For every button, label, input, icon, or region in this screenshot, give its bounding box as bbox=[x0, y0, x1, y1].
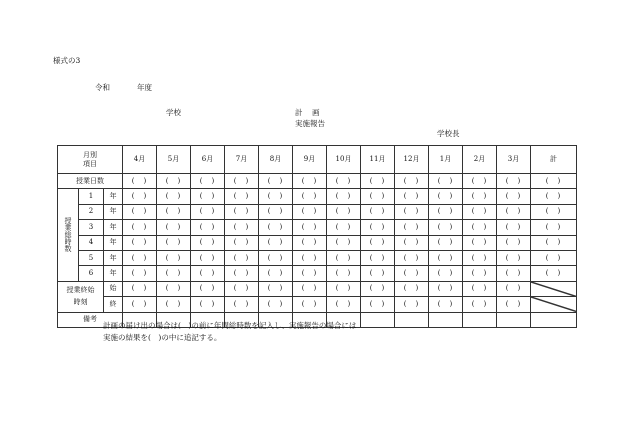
grade-hours-cell: ( ) bbox=[123, 266, 157, 281]
grade-suffix: 年 bbox=[104, 250, 123, 265]
month-header: 8月 bbox=[259, 146, 293, 174]
days-cell: ( ) bbox=[463, 174, 497, 189]
grade-suffix: 年 bbox=[104, 204, 123, 219]
remarks-cell bbox=[395, 312, 429, 327]
time-start-cell: ( ) bbox=[191, 281, 225, 296]
remarks-cell bbox=[531, 312, 577, 327]
grade-number: 4 bbox=[79, 235, 104, 250]
days-cell: ( ) bbox=[327, 174, 361, 189]
grade-hours-cell: ( ) bbox=[361, 204, 395, 219]
grade-hours-cell: ( ) bbox=[463, 220, 497, 235]
schedule-table bbox=[57, 145, 577, 328]
grade-hours-cell: ( ) bbox=[395, 204, 429, 219]
time-end-cell: ( ) bbox=[225, 297, 259, 312]
grade-number: 1 bbox=[79, 189, 104, 204]
grade-hours-cell: ( ) bbox=[327, 250, 361, 265]
grade-hours-cell: ( ) bbox=[395, 250, 429, 265]
grade-suffix: 年 bbox=[104, 220, 123, 235]
days-cell: ( ) bbox=[497, 174, 531, 189]
grade-hours-cell: ( ) bbox=[123, 204, 157, 219]
grade-hours-cell: ( ) bbox=[191, 189, 225, 204]
grade-hours-cell: ( ) bbox=[259, 235, 293, 250]
corner-bottom: 項目 bbox=[83, 159, 97, 168]
time-start-cell: ( ) bbox=[497, 281, 531, 296]
grade-hours-total: ( ) bbox=[531, 204, 577, 219]
month-header: 11月 bbox=[361, 146, 395, 174]
grade-hours-cell: ( ) bbox=[293, 220, 327, 235]
grade-hours-cell: ( ) bbox=[429, 220, 463, 235]
grade-hours-total: ( ) bbox=[531, 189, 577, 204]
grade-hours-cell: ( ) bbox=[395, 220, 429, 235]
corner-cell bbox=[58, 146, 123, 174]
grade-hours-cell: ( ) bbox=[327, 235, 361, 250]
class-time-label bbox=[58, 281, 104, 312]
time-end-cell: ( ) bbox=[395, 297, 429, 312]
grade-hours-cell: ( ) bbox=[497, 220, 531, 235]
grade-hours-total: ( ) bbox=[531, 235, 577, 250]
remarks-label: 備考 bbox=[58, 312, 123, 327]
grade-hours-total: ( ) bbox=[531, 250, 577, 265]
grade-hours-cell: ( ) bbox=[293, 235, 327, 250]
grade-hours-cell: ( ) bbox=[157, 250, 191, 265]
grade-hours-cell: ( ) bbox=[293, 189, 327, 204]
grade-hours-cell: ( ) bbox=[157, 235, 191, 250]
time-start-cell: ( ) bbox=[395, 281, 429, 296]
school-label: 学校 bbox=[166, 108, 181, 117]
grade-hours-cell: ( ) bbox=[123, 250, 157, 265]
grade-hours-cell: ( ) bbox=[123, 189, 157, 204]
time-end-cell: ( ) bbox=[157, 297, 191, 312]
note-line-1: 計画の届け出の場合は( )の前に年間総時数を記入し、実施報告の場合には bbox=[103, 321, 357, 330]
remarks-cell bbox=[429, 312, 463, 327]
time-start-total-slashed bbox=[531, 281, 577, 296]
grade-hours-cell: ( ) bbox=[429, 189, 463, 204]
days-cell: ( ) bbox=[429, 174, 463, 189]
grade-hours-cell: ( ) bbox=[191, 235, 225, 250]
grade-hours-cell: ( ) bbox=[463, 235, 497, 250]
month-header: 7月 bbox=[225, 146, 259, 174]
grade-hours-cell: ( ) bbox=[361, 250, 395, 265]
month-header: 1月 bbox=[429, 146, 463, 174]
grade-hours-cell: ( ) bbox=[157, 220, 191, 235]
time-end-cell: ( ) bbox=[293, 297, 327, 312]
grade-hours-cell: ( ) bbox=[157, 204, 191, 219]
month-header: 2月 bbox=[463, 146, 497, 174]
month-header: 4月 bbox=[123, 146, 157, 174]
total-hours-label: 授 業 総 時 数 bbox=[58, 189, 79, 281]
fiscal-year-label: 年度 bbox=[137, 83, 152, 92]
grade-hours-cell: ( ) bbox=[497, 189, 531, 204]
grade-suffix: 年 bbox=[104, 189, 123, 204]
grade-hours-cell: ( ) bbox=[293, 250, 327, 265]
grade-hours-cell: ( ) bbox=[361, 220, 395, 235]
grade-hours-cell: ( ) bbox=[259, 204, 293, 219]
month-header: 10月 bbox=[327, 146, 361, 174]
time-end-cell: ( ) bbox=[123, 297, 157, 312]
header-row bbox=[58, 146, 577, 174]
grade-hours-cell: ( ) bbox=[225, 204, 259, 219]
grade-hours-cell: ( ) bbox=[497, 204, 531, 219]
grade-hours-cell: ( ) bbox=[225, 266, 259, 281]
grade-hours-cell: ( ) bbox=[157, 189, 191, 204]
grade-row bbox=[58, 266, 577, 281]
grade-hours-cell: ( ) bbox=[395, 235, 429, 250]
form-number: 様式の3 bbox=[53, 56, 81, 65]
grade-hours-cell: ( ) bbox=[361, 235, 395, 250]
grade-row bbox=[58, 235, 577, 250]
remarks-cell bbox=[497, 312, 531, 327]
time-row-start bbox=[58, 281, 577, 296]
time-end-cell: ( ) bbox=[259, 297, 293, 312]
corner-top: 月別 bbox=[83, 150, 97, 159]
class-time-label-2: 時刻 bbox=[73, 298, 88, 307]
grade-hours-cell: ( ) bbox=[361, 266, 395, 281]
time-start-cell: ( ) bbox=[123, 281, 157, 296]
time-end-label: 終 bbox=[104, 297, 123, 312]
time-end-cell: ( ) bbox=[361, 297, 395, 312]
grade-hours-cell: ( ) bbox=[259, 189, 293, 204]
time-start-cell: ( ) bbox=[225, 281, 259, 296]
month-header: 3月 bbox=[497, 146, 531, 174]
grade-row bbox=[58, 189, 577, 204]
days-cell: ( ) bbox=[361, 174, 395, 189]
grade-row bbox=[58, 204, 577, 219]
grade-hours-cell: ( ) bbox=[463, 250, 497, 265]
days-cell: ( ) bbox=[225, 174, 259, 189]
grade-hours-total: ( ) bbox=[531, 266, 577, 281]
grade-hours-cell: ( ) bbox=[259, 250, 293, 265]
time-start-label: 始 bbox=[104, 281, 123, 296]
grade-number: 3 bbox=[79, 220, 104, 235]
grade-suffix: 年 bbox=[104, 266, 123, 281]
grade-number: 2 bbox=[79, 204, 104, 219]
grade-hours-cell: ( ) bbox=[157, 266, 191, 281]
remarks-cell bbox=[361, 312, 395, 327]
time-start-cell: ( ) bbox=[259, 281, 293, 296]
grade-hours-cell: ( ) bbox=[327, 204, 361, 219]
grade-number: 5 bbox=[79, 250, 104, 265]
grade-hours-cell: ( ) bbox=[497, 266, 531, 281]
time-start-cell: ( ) bbox=[157, 281, 191, 296]
grade-hours-cell: ( ) bbox=[259, 220, 293, 235]
time-row-end bbox=[58, 297, 577, 312]
time-start-cell: ( ) bbox=[293, 281, 327, 296]
grade-hours-cell: ( ) bbox=[497, 235, 531, 250]
grade-hours-cell: ( ) bbox=[123, 235, 157, 250]
grade-hours-cell: ( ) bbox=[429, 250, 463, 265]
total-header: 計 bbox=[531, 146, 577, 174]
grade-hours-total: ( ) bbox=[531, 220, 577, 235]
days-cell: ( ) bbox=[259, 174, 293, 189]
plan-label: 計 画 bbox=[295, 108, 321, 117]
note-line-2: 実施の結果を( )の中に追記する。 bbox=[103, 333, 222, 342]
grade-suffix: 年 bbox=[104, 235, 123, 250]
remarks-cell bbox=[463, 312, 497, 327]
grade-hours-cell: ( ) bbox=[225, 235, 259, 250]
time-start-cell: ( ) bbox=[429, 281, 463, 296]
days-cell: ( ) bbox=[123, 174, 157, 189]
report-label: 実施報告 bbox=[295, 119, 325, 128]
time-start-cell: ( ) bbox=[361, 281, 395, 296]
month-header: 12月 bbox=[395, 146, 429, 174]
time-end-cell: ( ) bbox=[429, 297, 463, 312]
grade-hours-cell: ( ) bbox=[327, 189, 361, 204]
time-end-cell: ( ) bbox=[191, 297, 225, 312]
grade-hours-cell: ( ) bbox=[123, 220, 157, 235]
grade-hours-cell: ( ) bbox=[429, 204, 463, 219]
grade-hours-cell: ( ) bbox=[463, 189, 497, 204]
grade-hours-cell: ( ) bbox=[191, 220, 225, 235]
grade-hours-cell: ( ) bbox=[361, 189, 395, 204]
grade-hours-cell: ( ) bbox=[225, 220, 259, 235]
time-start-cell: ( ) bbox=[327, 281, 361, 296]
grade-hours-cell: ( ) bbox=[395, 266, 429, 281]
grade-hours-cell: ( ) bbox=[225, 250, 259, 265]
grade-hours-cell: ( ) bbox=[429, 235, 463, 250]
time-end-cell: ( ) bbox=[497, 297, 531, 312]
days-total: ( ) bbox=[531, 174, 577, 189]
class-time-label-1: 授業終始 bbox=[66, 286, 95, 295]
month-header: 5月 bbox=[157, 146, 191, 174]
time-start-cell: ( ) bbox=[463, 281, 497, 296]
days-cell: ( ) bbox=[191, 174, 225, 189]
grade-hours-cell: ( ) bbox=[191, 250, 225, 265]
days-row bbox=[58, 174, 577, 189]
grade-hours-cell: ( ) bbox=[429, 266, 463, 281]
grade-hours-cell: ( ) bbox=[259, 266, 293, 281]
grade-hours-cell: ( ) bbox=[327, 266, 361, 281]
days-label: 授業日数 bbox=[58, 174, 123, 189]
time-end-cell: ( ) bbox=[327, 297, 361, 312]
grade-hours-cell: ( ) bbox=[463, 204, 497, 219]
grade-hours-cell: ( ) bbox=[497, 250, 531, 265]
grade-row bbox=[58, 250, 577, 265]
time-end-cell: ( ) bbox=[463, 297, 497, 312]
era-label: 令和 bbox=[95, 83, 110, 92]
month-header: 9月 bbox=[293, 146, 327, 174]
time-end-total-slashed bbox=[531, 297, 577, 312]
grade-hours-cell: ( ) bbox=[293, 266, 327, 281]
grade-row bbox=[58, 220, 577, 235]
grade-hours-cell: ( ) bbox=[225, 189, 259, 204]
days-cell: ( ) bbox=[157, 174, 191, 189]
grade-hours-cell: ( ) bbox=[395, 189, 429, 204]
days-cell: ( ) bbox=[293, 174, 327, 189]
days-cell: ( ) bbox=[395, 174, 429, 189]
principal-label: 学校長 bbox=[437, 129, 460, 138]
grade-hours-cell: ( ) bbox=[463, 266, 497, 281]
grade-hours-cell: ( ) bbox=[191, 266, 225, 281]
grade-hours-cell: ( ) bbox=[191, 204, 225, 219]
grade-hours-cell: ( ) bbox=[327, 220, 361, 235]
grade-number: 6 bbox=[79, 266, 104, 281]
month-header: 6月 bbox=[191, 146, 225, 174]
grade-hours-cell: ( ) bbox=[293, 204, 327, 219]
